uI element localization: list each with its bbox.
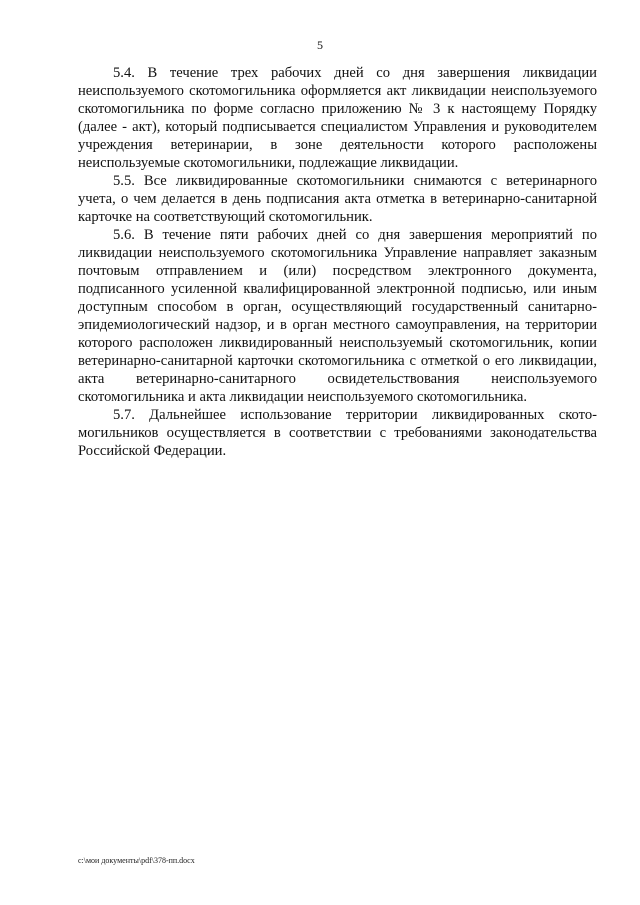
paragraph-5-4: 5.4. В течение трех рабочих дней со дня завершения ликвидации неиспользуемого скотомогильника оформляется акт ликвидации неиспользуемого скотомогильника по форме согласно приложению № 3 к настоящему Порядку (далее - акт), который подписывается специалистом Управления и руководителем учреждения ветеринарии, в зоне деятельности которого расположены неиспользуемые скотомогильники, подлежащие ликвидации. xyxy=(78,65,597,171)
page-number: 5 xyxy=(317,38,323,52)
paragraph-5-6: 5.6. В течение пяти рабочих дней со дня завершения мероприятий по ликвидации неиспользуемого скотомогильника Управление направляет заказным почтовым отправлением и (или) посредством электронного документа, подписанного усиленной квалифицированной электронной подписью, или иным доступным способом в орган, осуществляющий государственный санитарно-эпидемиологический надзор, и в орган местного самоуправления, на территории которого расположен ликвидированный неиспользуемый скотомогильник, копии ветеринарно-санитарной карточки скотомогильника с отметкой о его ликвидации, акта ветеринарно-санитарного освидетельствования неиспользуемого скотомогильника и акта ликвидации неиспользуемого скотомогильника. xyxy=(78,227,597,405)
paragraph-5-5: 5.5. Все ликвидированные скотомогильники снимаются с ветеринарного учета, о чем делается в день подписания акта отметка в ветеринарно-санитарной карточке на соответствующий скотомогильник. xyxy=(78,173,597,225)
document-body xyxy=(78,64,597,460)
paragraph-5-7: 5.7. Дальнейшее использование территории ликвидированных ското-могильников осуществляется в соответствии с требованиями законодательства Российской Федерации. xyxy=(78,407,597,459)
footer-file-path: c:\мои документы\pdf\378-пп.docx xyxy=(78,856,195,865)
